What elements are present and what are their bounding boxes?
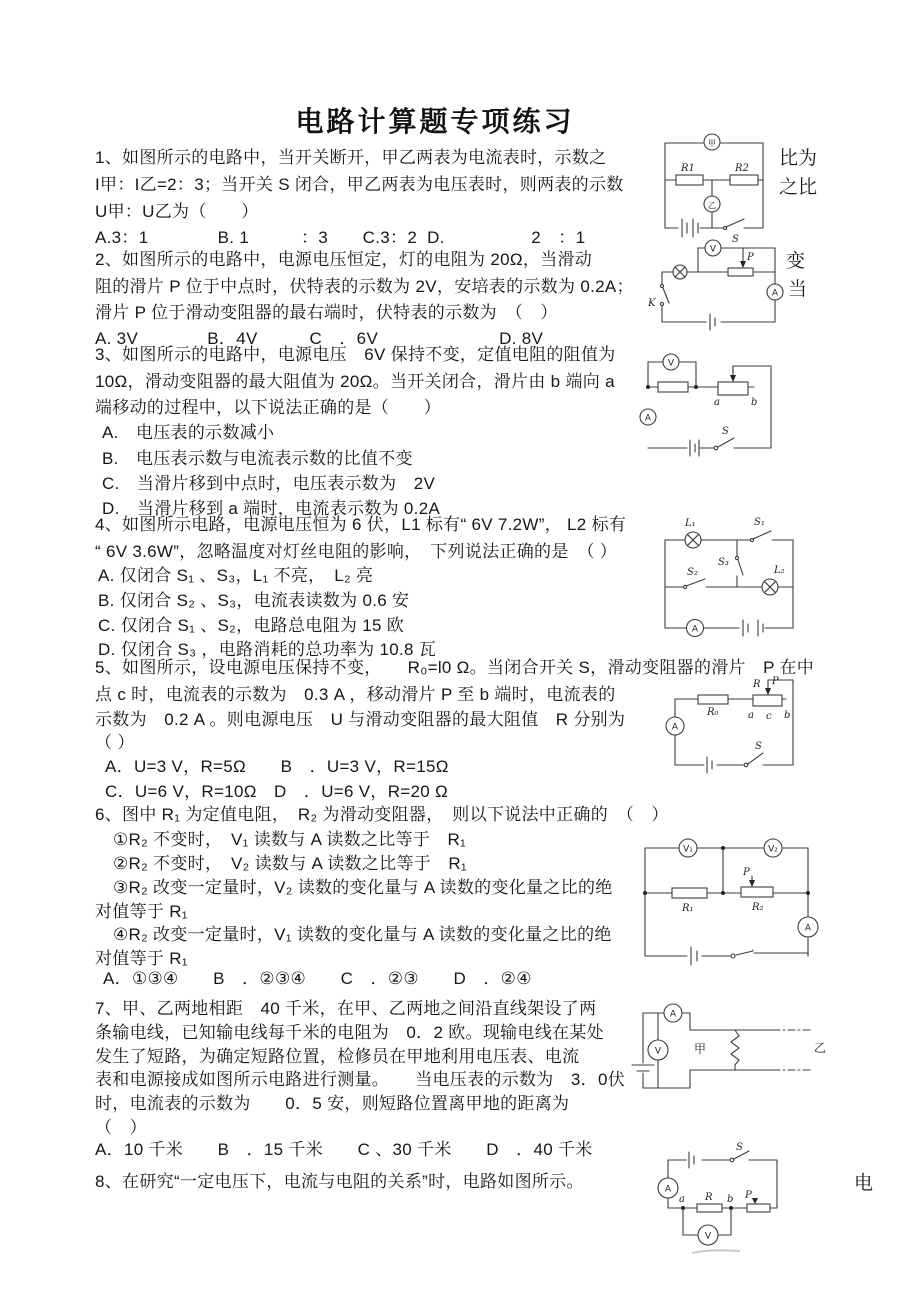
q5-line: 5、如图所示，设电源电压保持不变， R₀=l0 Ω。当闭合开关 S，滑动变阻器的滑片 P 在中 [95, 658, 815, 677]
svg-text:V: V [654, 1046, 662, 1057]
q6-statement: ②R₂ 不变时， V₂ 读数与 A 读数之比等于 R₁ [113, 854, 467, 873]
q7-line: 发生了短路，为确定短路位置，检修员在甲地利用电压表、电流 [95, 1047, 580, 1066]
q5-option: C．U=6 V，R=10Ω D ．U=6 V，R=20 Ω [105, 782, 449, 801]
svg-text:V₁: V₁ [683, 844, 693, 855]
c2-switch-k [647, 284, 669, 309]
c5-battery-icon [707, 757, 712, 773]
circuit-4-diagram [655, 515, 805, 643]
c8-voltmeter [683, 1208, 731, 1245]
svg-text:P: P [745, 1190, 752, 1201]
circuit-6-diagram [640, 835, 825, 967]
q3-line: 3、如图所示的电路中，电源电压 6V 保持不变，定值电阻的阻值为 [95, 345, 616, 364]
c7-ammeter [664, 1004, 682, 1022]
c3-voltmeter [663, 354, 679, 370]
svg-text:A: A [804, 923, 812, 934]
circuit-8-diagram [648, 1143, 798, 1261]
q6-line: 6、图中 R₁ 为定值电阻， R₂ 为滑动变阻器， 则以下说法中正确的 （ ） [95, 805, 669, 824]
c1-resistor-r2 [730, 163, 758, 185]
svg-text:P: P [743, 867, 750, 878]
q2-line: 2、如图所示的电路中，电源电压恒定，灯的电阻为 20Ω，当滑动 [95, 250, 593, 269]
c6-battery-icon [691, 947, 697, 965]
q4-line: 4、如图所示电路，电源电压恒为 6 伏，L1 标有“ 6V 7.2W”， L2 标有 [95, 515, 627, 534]
c8-a-label: a [679, 1194, 685, 1205]
q3-option: A. 电压表的示数减小 [102, 423, 275, 442]
c2-rheostat [728, 268, 753, 276]
c1-meter-yi [704, 196, 720, 212]
q4-option: C. 仅闭合 S₁ 、S₂，电路总电阻为 15 欧 [98, 616, 405, 635]
svg-text:乙: 乙 [708, 201, 716, 210]
q6-statement: 对值等于 R₁ [95, 902, 188, 921]
svg-text:S: S [736, 1142, 743, 1153]
circuit-7-diagram [628, 995, 833, 1097]
c7-yi-label: 乙 [813, 1041, 827, 1055]
q8-wrap-fragment: 电 [854, 1173, 874, 1194]
svg-text:V: V [667, 358, 675, 369]
svg-text:S: S [755, 741, 762, 752]
q4-line: “ 6V 3.6W”，忽略温度对灯丝电阻的影响， 下列说法正确的是 （ ） [95, 542, 618, 561]
page-title: 电路计算题专项练习 [295, 106, 575, 137]
c6-voltmeter-v2 [764, 839, 782, 857]
svg-text:A: A [671, 722, 679, 733]
circuit-1-diagram [640, 128, 790, 246]
c7-battery-icon [632, 1065, 654, 1071]
q1-line: 1、如图所示的电路中，当开关断开，甲乙两表为电流表时，示数之 [95, 148, 607, 167]
svg-text:V: V [709, 244, 717, 255]
circuit-3-diagram [636, 350, 788, 458]
q7-line: 时，电流表的示数为 0．5 安，则短路位置离甲地的距离为 [95, 1094, 570, 1113]
svg-text:R₂: R₂ [752, 902, 764, 913]
c6-voltmeter-v1 [679, 839, 697, 857]
svg-text:K: K [648, 298, 656, 309]
q2-line: 滑片 P 位于滑动变阻器的最右端时，伏特表的示数为 （ ） [95, 303, 558, 322]
c8-battery-icon [689, 1152, 694, 1168]
c5-ammeter [666, 717, 684, 735]
svg-text:R2: R2 [735, 163, 749, 174]
svg-text:A: A [669, 1009, 677, 1020]
svg-text:S₃: S₃ [718, 557, 729, 568]
q3-option: C. 当滑片移到中点时，电压表示数为 2V [102, 474, 436, 493]
svg-text:L₁: L₁ [685, 518, 696, 529]
svg-text:S₂: S₂ [687, 567, 698, 578]
q4-option: D. 仅闭合 S₃ ，电路消耗的总功率为 10.8 瓦 [98, 640, 437, 659]
svg-text:A: A [664, 1184, 672, 1195]
q5-line: 示数为 0.2 A 。则电源电压 U 与滑动变阻器的最大阻值 R 分别为 [95, 710, 626, 729]
c2-ammeter [767, 284, 783, 300]
q1-line: I甲：I乙=2：3；当开关 S 闭合，甲乙两表为电压表时，则两表的示数 [95, 175, 624, 194]
svg-text:b: b [784, 710, 791, 721]
c2-battery-icon [710, 314, 715, 330]
c3-fixed-resistor [658, 382, 688, 392]
q3-line: 10Ω，滑动变阻器的最大阻值为 20Ω。当开关闭合，滑片由 b 端向 a [95, 372, 615, 391]
c4-switch-s1 [750, 517, 771, 542]
c8-ammeter [658, 1178, 678, 1198]
q6-statement: ③R₂ 改变一定量时，V₂ 读数的变化量与 A 读数的变化量之比的绝 [113, 878, 613, 897]
svg-text:S: S [722, 426, 729, 437]
q7-line: 7、甲、乙两地相距 40 千米，在甲、乙两地之间沿直线架设了两 [95, 999, 597, 1018]
c4-switch-s3 [718, 556, 743, 575]
q2-wrap-fragment: 变 [786, 251, 806, 272]
circuit-5-diagram [660, 668, 808, 776]
svg-text:P: P [747, 252, 754, 263]
svg-text:L₂: L₂ [774, 565, 785, 576]
svg-text:a: a [748, 710, 754, 721]
c4-ammeter [687, 620, 704, 637]
svg-text:甲: 甲 [708, 139, 716, 148]
svg-text:V: V [704, 1231, 712, 1242]
q3-option: D. 当滑片移到 a 端时，电流表示数为 0.2A [102, 499, 441, 518]
c2-lamp-icon [673, 265, 687, 279]
c5-resistor-r0 [698, 695, 728, 704]
c8-switch [730, 1142, 749, 1162]
q1-options: A.3：1 B. 1 ：3 C.3：2 D. 2 ：1 [95, 228, 586, 247]
q1-wrap-fragment: 比为 [779, 148, 818, 169]
c8-rheostat [744, 1190, 770, 1212]
q6-statement: 对值等于 R₁ [95, 949, 188, 968]
c2-voltmeter [705, 240, 721, 256]
q6-statement: ④R₂ 改变一定量时，V₁ 读数的变化量与 A 读数的变化量之比的绝 [113, 925, 612, 944]
c2-slider-arrow [740, 248, 754, 268]
svg-text:A: A [771, 288, 779, 299]
q2-line: 阻的滑片 P 位于中点时，伏特表的示数为 2V，安培表的示数为 0.2A； [95, 277, 634, 296]
q2-options: A. 3V B．4V C ．6V D. 8V [95, 329, 544, 348]
q2-wrap-fragment: 当 [788, 279, 808, 300]
q7-line: （ ） [95, 1118, 147, 1137]
c1-battery-icon [682, 219, 698, 237]
c4-lamp-l2 [762, 565, 785, 595]
q4-option: A. 仅闭合 S₁ 、S₃，L₁ 不亮， L₂ 亮 [98, 566, 374, 585]
c7-short-resistor [731, 1030, 739, 1070]
svg-text:a: a [714, 397, 720, 408]
c5-r0-label: R₀ [707, 707, 719, 718]
c7-voltmeter [648, 1040, 668, 1060]
svg-text:S₁: S₁ [754, 517, 765, 528]
q3-option: B. 电压表示数与电流表示数的比值不变 [102, 449, 413, 468]
c6-rheostat-r2 [741, 867, 773, 913]
c4-battery-icon [743, 620, 763, 636]
c6-switch [731, 951, 753, 958]
svg-text:R: R [753, 679, 761, 690]
c3-switch [714, 426, 734, 450]
c4-lamp-l1 [684, 518, 701, 548]
q5-option: A．U=3 V，R=5Ω B ．U=3 V，R=15Ω [105, 757, 449, 776]
q5-line: （ ） [95, 733, 135, 752]
c6-resistor-r1 [672, 888, 707, 914]
c3-ammeter [640, 409, 656, 425]
svg-text:b: b [751, 397, 758, 408]
svg-text:V₂: V₂ [768, 844, 778, 855]
svg-text:R: R [705, 1192, 713, 1203]
c1-resistor-r1 [676, 163, 703, 185]
q4-option: B. 仅闭合 S₂ 、S₃，电流表读数为 0.6 安 [98, 591, 410, 610]
q7-options: A．10 千米 B ．15 千米 C 、30 千米 D ．40 千米 [95, 1140, 593, 1159]
svg-text:A: A [691, 624, 699, 635]
q8-line: 8、在研究“一定电压下，电流与电阻的关系”时，电路如图所示。 [95, 1172, 584, 1191]
c1-switch-label: S [732, 234, 739, 245]
scan-smudge [692, 1250, 740, 1253]
q6-statement: ①R₂ 不变时， V₁ 读数与 A 读数之比等于 R₁ [113, 830, 467, 849]
c8-resistor-r [697, 1192, 722, 1212]
q6-options: A．①③④ B ．②③④ C ．②③ D ．②④ [103, 969, 532, 988]
svg-text:c: c [766, 711, 772, 722]
svg-text:P: P [772, 676, 779, 687]
c1-meter-jia [704, 134, 720, 150]
q7-line: 表和电源接成如图所示电路进行测量。 当电压表的示数为 3．0伏 [95, 1070, 626, 1089]
circuit-2-diagram [640, 240, 808, 335]
c8-b-label: b [727, 1194, 734, 1205]
c4-switch-s2 [683, 567, 705, 589]
c7-jia-label: 甲 [693, 1042, 707, 1056]
q5-line: 点 c 时，电流表的示数为 0.3 A ，移动滑片 P 至 b 端时，电流表的 [95, 685, 616, 704]
c3-battery-icon [690, 440, 699, 456]
svg-text:R₁: R₁ [682, 903, 694, 914]
c5-switch [744, 741, 763, 767]
q3-line: 端移动的过程中，以下说法正确的是（ ） [95, 398, 441, 417]
q1-wrap-fragment: 之比 [779, 177, 818, 198]
svg-text:A: A [644, 413, 652, 424]
q1-line: U甲：U乙为（ ） [95, 202, 259, 221]
q7-line: 条输电线，已知输电线每千米的电阻为 0．2 欧。现输电线在某处 [95, 1023, 604, 1042]
c6-ammeter [798, 917, 818, 937]
svg-text:R1: R1 [681, 163, 695, 174]
